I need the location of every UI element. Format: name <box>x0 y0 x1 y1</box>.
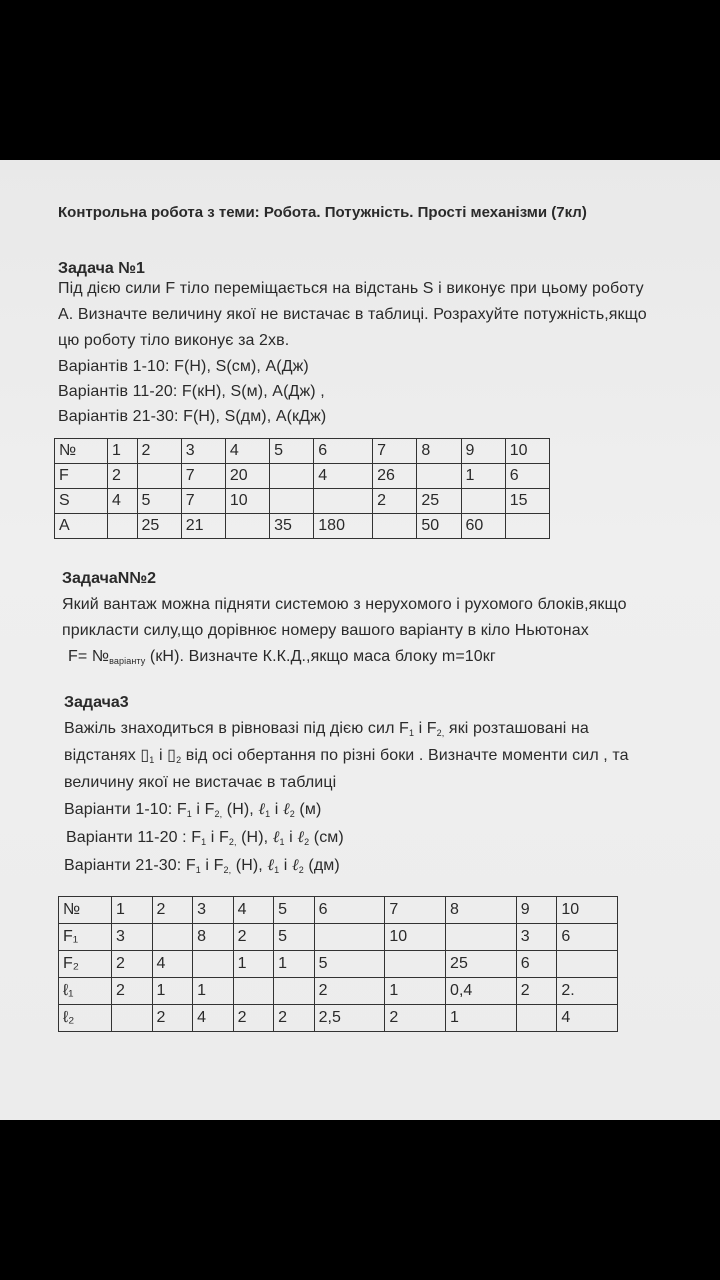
task3-variants <box>64 796 629 880</box>
table-row <box>59 924 618 951</box>
table-cell: 8 <box>417 439 461 464</box>
table-cell: 7 <box>385 897 446 924</box>
table-cell <box>505 514 549 539</box>
task1-line: цю роботу тіло виконує за 2хв. <box>58 332 290 349</box>
table-cell: 35 <box>270 514 314 539</box>
table-cell <box>314 924 385 951</box>
table-cell <box>233 978 274 1005</box>
table-cell: 0,4 <box>446 978 517 1005</box>
table-cell: 25 <box>417 489 461 514</box>
table-cell: 1 <box>385 978 446 1005</box>
table-cell: 1 <box>112 897 153 924</box>
table-cell: 3 <box>112 924 153 951</box>
table-cell: 2 <box>152 1005 193 1032</box>
table-cell: 2 <box>137 439 181 464</box>
table-cell: 2 <box>233 1005 274 1032</box>
table-row-header: А <box>55 514 108 539</box>
table-cell: 10 <box>557 897 618 924</box>
task3-line: відстанях ▯1 і ▯2 від осі обертання по різні боки . Визначте моменти сил , та <box>64 747 629 765</box>
task3-text <box>64 716 629 880</box>
table-cell: 5 <box>274 897 315 924</box>
table-row-header: F₁ <box>59 924 112 951</box>
table-cell: 4 <box>193 1005 234 1032</box>
table-cell <box>152 924 193 951</box>
table-cell <box>385 951 446 978</box>
table-row-header: № <box>55 439 108 464</box>
table-cell: 8 <box>446 897 517 924</box>
task3-line: Важіль знаходиться в рівновазі під дією сил F1 і F2, які розташовані на <box>64 720 589 738</box>
table-cell: 2 <box>152 897 193 924</box>
table-cell: 7 <box>181 464 225 489</box>
table-row-header: ℓ₁ <box>59 978 112 1005</box>
table-cell <box>270 489 314 514</box>
table-cell <box>225 514 269 539</box>
task2-line: Який вантаж можна підняти системою з нерухомого і рухомого блоків,якщо <box>62 596 627 613</box>
table-cell: 6 <box>505 464 549 489</box>
table-row <box>59 978 618 1005</box>
table-cell: 2 <box>314 978 385 1005</box>
task3-variant-line: Варіанти 21-30: F1 і F2, (Н), ℓ1 і ℓ2 (дм) <box>64 855 340 875</box>
table-row-header: ℓ₂ <box>59 1005 112 1032</box>
table-cell <box>112 1005 153 1032</box>
table-cell: 4 <box>314 464 373 489</box>
table-cell: 2. <box>557 978 618 1005</box>
table-cell: 3 <box>516 924 557 951</box>
table-cell <box>314 489 373 514</box>
table-cell <box>193 951 234 978</box>
document-page <box>0 160 720 1120</box>
table-cell <box>446 924 517 951</box>
table-cell <box>274 978 315 1005</box>
table-cell: 4 <box>557 1005 618 1032</box>
table-row <box>55 514 550 539</box>
table-cell: 5 <box>137 489 181 514</box>
table-cell: 6 <box>516 951 557 978</box>
table-cell: 9 <box>461 439 505 464</box>
task2-text <box>62 592 627 671</box>
task3-variant-line: Варіанти 11-20 : F1 і F2, (Н), ℓ1 і ℓ2 (см) <box>66 827 344 847</box>
table-cell <box>108 514 138 539</box>
table-cell <box>270 464 314 489</box>
table-cell: 1 <box>108 439 138 464</box>
table-cell: 2 <box>108 464 138 489</box>
table-cell <box>417 464 461 489</box>
table-cell: 3 <box>193 897 234 924</box>
table-cell: 2 <box>385 1005 446 1032</box>
task3-line: величину якої не вистачає в таблиці <box>64 774 337 791</box>
page-title: Контрольна робота з теми: Робота. Потужність. Прості механізми (7кл) <box>58 204 587 221</box>
task1-line: Варіантів 1-10: F(Н), S(см), А(Дж) <box>58 358 309 375</box>
table-cell: 20 <box>225 464 269 489</box>
table-row <box>55 439 550 464</box>
task1-text <box>58 276 647 429</box>
table-cell: 10 <box>225 489 269 514</box>
table-cell <box>461 489 505 514</box>
table-cell: 25 <box>446 951 517 978</box>
table-row <box>59 1005 618 1032</box>
table-row <box>59 897 618 924</box>
table-cell: 2 <box>274 1005 315 1032</box>
table-cell <box>516 1005 557 1032</box>
table-cell: 6 <box>314 897 385 924</box>
table-cell: 2 <box>233 924 274 951</box>
task3-variant-line: Варіанти 1-10: F1 і F2, (Н), ℓ1 і ℓ2 (м) <box>64 799 322 819</box>
table-cell: 4 <box>152 951 193 978</box>
task3-heading: Задача3 <box>64 694 129 711</box>
table-cell: 5 <box>314 951 385 978</box>
table-cell <box>557 951 618 978</box>
table-cell: 1 <box>193 978 234 1005</box>
table-cell: 26 <box>373 464 417 489</box>
task1-table <box>54 438 550 539</box>
table-cell: 2 <box>373 489 417 514</box>
table-cell: 4 <box>233 897 274 924</box>
table-cell: 25 <box>137 514 181 539</box>
table-cell: 3 <box>181 439 225 464</box>
task3-table <box>58 896 618 1032</box>
task2-heading: ЗадачаN№2 <box>62 570 157 587</box>
table-cell: 6 <box>314 439 373 464</box>
table-cell: 6 <box>557 924 618 951</box>
table-cell: 2 <box>112 978 153 1005</box>
table-cell: 2 <box>516 978 557 1005</box>
task2-formula: F= №варіанту (кН). Визначте К.К.Д.,якщо маса блоку m=10кг <box>68 648 496 666</box>
table-row-header: F <box>55 464 108 489</box>
task1-line: Під дією сили F тіло переміщається на відстань S і виконує при цьому роботу <box>58 280 644 297</box>
table-cell <box>373 514 417 539</box>
task1-line: А. Визначте величину якої не вистачає в таблиці. Розрахуйте потужність,якщо <box>58 306 647 323</box>
task1-line: Варіантів 21-30: F(Н), S(дм), А(кДж) <box>58 408 327 425</box>
table-row <box>55 489 550 514</box>
table-row <box>59 951 618 978</box>
table-row-header: № <box>59 897 112 924</box>
table-cell: 10 <box>505 439 549 464</box>
table-cell: 15 <box>505 489 549 514</box>
table-cell: 2,5 <box>314 1005 385 1032</box>
table-row <box>55 464 550 489</box>
table-cell: 50 <box>417 514 461 539</box>
table-cell: 10 <box>385 924 446 951</box>
table-cell: 60 <box>461 514 505 539</box>
table-cell: 5 <box>270 439 314 464</box>
table-cell: 1 <box>446 1005 517 1032</box>
table-cell: 1 <box>152 978 193 1005</box>
table-cell: 2 <box>112 951 153 978</box>
table-cell: 180 <box>314 514 373 539</box>
table-row-header: F₂ <box>59 951 112 978</box>
table-cell: 4 <box>108 489 138 514</box>
table-cell: 7 <box>181 489 225 514</box>
table-cell: 9 <box>516 897 557 924</box>
task1-line: Варіантів 11-20: F(кН), S(м), А(Дж) , <box>58 383 325 400</box>
task1-heading: Задача №1 <box>58 260 145 277</box>
table-cell: 4 <box>225 439 269 464</box>
table-cell: 7 <box>373 439 417 464</box>
table-cell: 5 <box>274 924 315 951</box>
table-cell: 8 <box>193 924 234 951</box>
table-cell: 21 <box>181 514 225 539</box>
table-cell: 1 <box>233 951 274 978</box>
table-row-header: S <box>55 489 108 514</box>
table-cell <box>137 464 181 489</box>
table-cell: 1 <box>274 951 315 978</box>
task2-line: прикласти силу,що дорівнює номеру вашого варіанту в кіло Ньютонах <box>62 622 589 639</box>
table-cell: 1 <box>461 464 505 489</box>
